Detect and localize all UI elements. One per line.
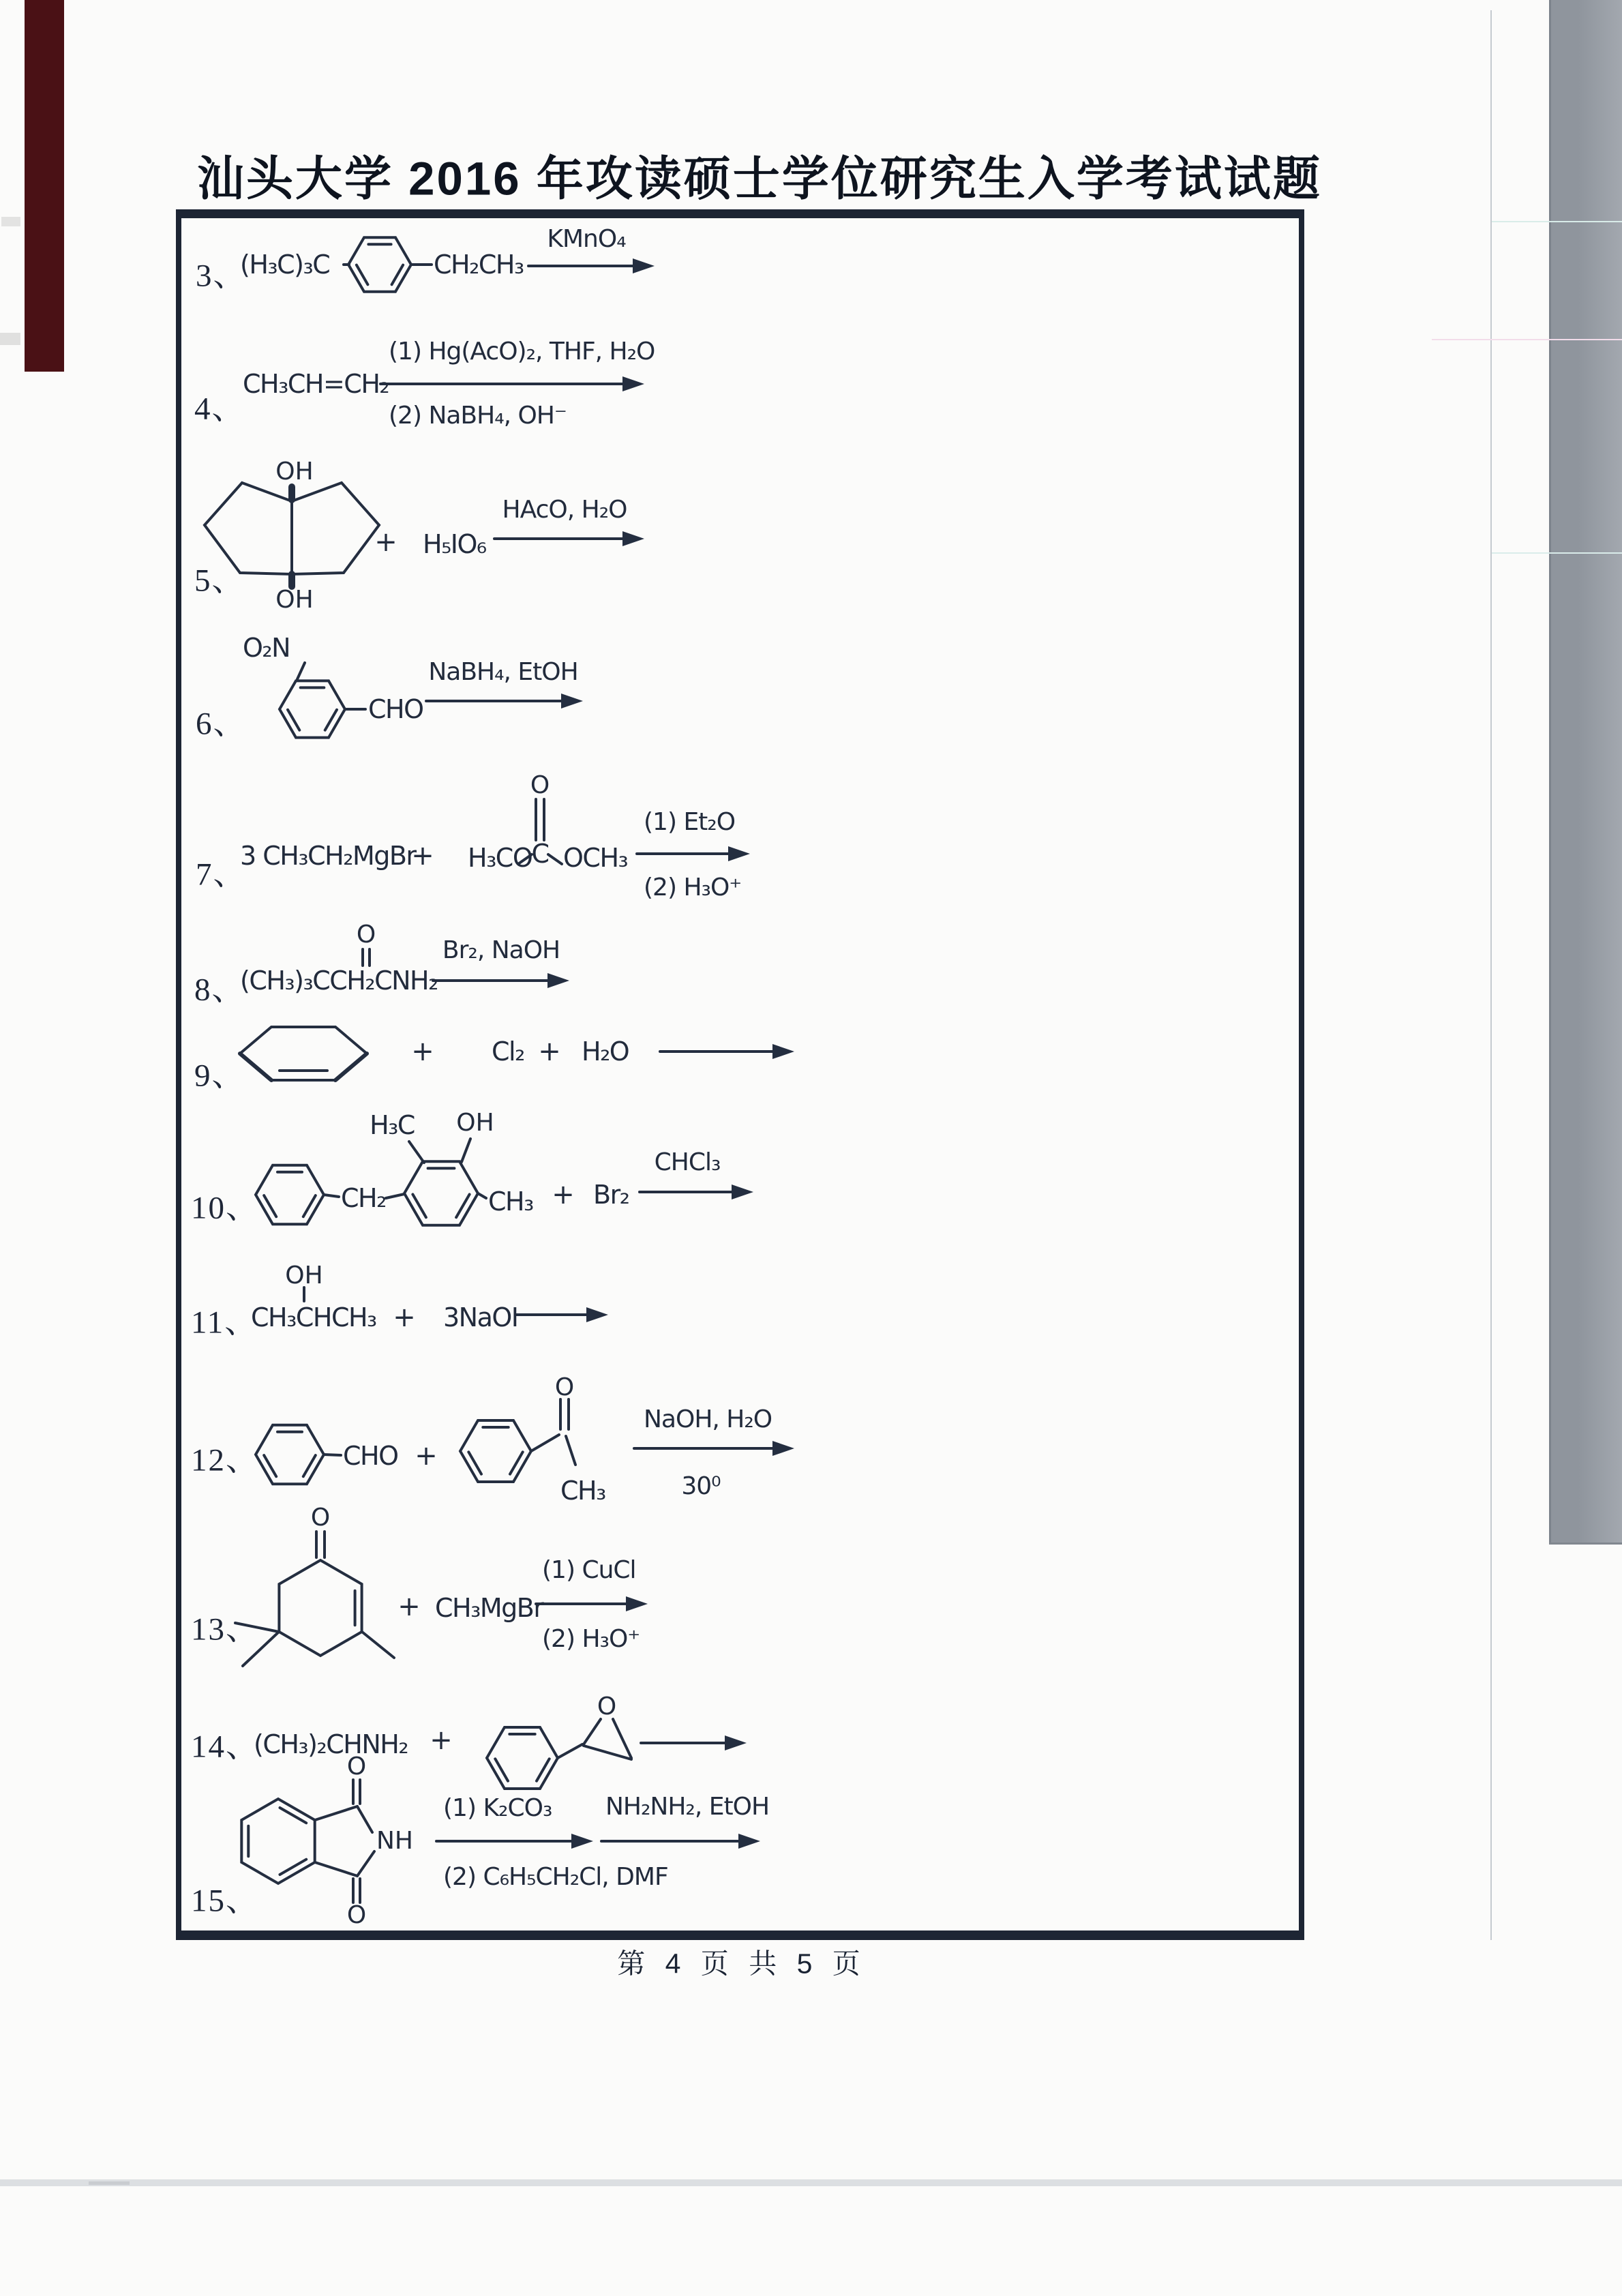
q15-carbonyl-oxygen-top: O: [346, 1753, 367, 1780]
q11-reagent: 3NaOI: [443, 1302, 518, 1332]
q15-imide-nh: NH: [376, 1827, 413, 1855]
benzene-ring: [487, 1727, 558, 1789]
epoxide-ring: [584, 1746, 631, 1759]
question-number: 3、: [196, 258, 247, 294]
q5-reagent: H₅IO₆: [423, 529, 486, 559]
q10-bromine-formula: Br₂: [593, 1180, 629, 1210]
benzene-ring: [241, 1799, 314, 1883]
q15-arrow2-label: NH₂NH₂, EtOH: [605, 1793, 770, 1821]
benzene-ring: [256, 1165, 324, 1225]
q7-carbonyl-oxygen: O: [530, 771, 550, 799]
q4-condition-1: (1) Hg(AcO)₂, THF, H₂O: [389, 338, 655, 366]
question-number: 15、: [191, 1883, 259, 1919]
q15-condition-2: (2) C₆H₅CH₂Cl, DMF: [443, 1863, 668, 1891]
q14-structure: [487, 1719, 747, 1789]
plus-sign: +: [430, 1725, 453, 1756]
q7-condition-2: (2) H₃O⁺: [644, 874, 742, 901]
question-number: 7、: [196, 856, 247, 893]
q12-methyl-group: CH₃: [560, 1476, 605, 1506]
q13-condition-2: (2) H₃O⁺: [542, 1625, 640, 1653]
plus-sign: +: [411, 1036, 434, 1067]
plus-sign: +: [397, 1591, 421, 1622]
q13-ketone-oxygen: O: [310, 1504, 331, 1532]
question-number: 13、: [191, 1611, 259, 1648]
q6-aldehyde-group: CHO: [368, 694, 423, 724]
q7-carbonyl-carbon: C: [531, 839, 549, 869]
q8-reagent-label: Br₂, NaOH: [442, 936, 560, 964]
q14-amine-formula: (CH₃)₂CHNH₂: [254, 1729, 408, 1759]
q4-condition-2: (2) NaBH₄, OH⁻: [389, 402, 567, 430]
q8-carbonyl-oxygen: O: [356, 921, 376, 949]
q12-condition-bottom: 30⁰: [681, 1472, 721, 1500]
q13-condition-1: (1) CuCl: [542, 1556, 636, 1584]
page-title: 汕头大学 2016 年攻读硕士学位研究生入学考试试题: [197, 152, 1322, 205]
q12-carbonyl-oxygen: O: [554, 1373, 575, 1401]
q7-grignard-formula: 3 CH₃CH₂MgBr: [240, 841, 416, 871]
q7-ester-right: OCH₃: [563, 843, 628, 873]
q9-chlorine-formula: Cl₂: [492, 1037, 524, 1067]
methyl-bond: [362, 1632, 394, 1658]
plus-sign: +: [411, 840, 434, 871]
question-number: 12、: [191, 1442, 259, 1478]
q15-condition-1: (1) K₂CO₃: [443, 1794, 552, 1822]
q14-epoxide-oxygen: O: [597, 1693, 617, 1720]
q5-reagent-label: HAcO, H₂O: [502, 496, 627, 524]
ring-double-bond: [280, 1860, 307, 1875]
question-number: 4、: [194, 391, 245, 427]
q13-grignard-formula: CH₃MgBr: [435, 1593, 543, 1623]
benzene-ring: [404, 1161, 478, 1225]
benzene-ring: [280, 681, 345, 737]
benzene-ring: [460, 1420, 531, 1482]
q10-methyl-left: H₃C: [370, 1110, 415, 1140]
question-number: 10、: [191, 1190, 259, 1226]
q3-reagent-label: KMnO₄: [547, 225, 626, 253]
q3-right-substituent: CH₂CH₃: [434, 250, 524, 280]
benzene-ring: [256, 1425, 324, 1485]
q10-methyl-right: CH₃: [488, 1187, 533, 1217]
q5-hydroxyl-top: OH: [275, 458, 314, 486]
plus-sign: +: [538, 1036, 561, 1067]
question-number: 5、: [194, 563, 245, 599]
q4-structure: [380, 376, 644, 391]
q15-carbonyl-oxygen-bottom: O: [346, 1901, 367, 1929]
question-number: 6、: [196, 706, 247, 742]
q3-left-substituent: (H₃C)₃C: [240, 250, 330, 280]
plus-sign: +: [374, 526, 397, 558]
cyclohexenone-ring: [279, 1560, 361, 1656]
q11-alcohol-formula: CH₃CHCH₃: [251, 1302, 376, 1332]
q10-solvent-label: CHCl₃: [654, 1148, 721, 1176]
question-number: 14、: [191, 1729, 259, 1765]
q6-nitro-group: O₂N: [243, 633, 290, 663]
question-number: 11、: [191, 1304, 258, 1341]
q11-hydroxyl: OH: [285, 1262, 323, 1289]
q10-methylene-bridge: CH₂: [341, 1183, 386, 1213]
cyclopentane-ring: [292, 483, 379, 574]
q7-condition-1: (1) Et₂O: [644, 808, 736, 836]
question-number: 9、: [194, 1058, 245, 1094]
q10-hydroxyl: OH: [456, 1109, 494, 1137]
q4-alkene-formula: CH₃CH=CH₂: [243, 369, 389, 399]
q7-ester-left: H₃CO: [468, 843, 532, 873]
q6-reagent-label: NaBH₄, EtOH: [428, 658, 578, 686]
arrowhead: [633, 258, 655, 273]
q12-condition-top: NaOH, H₂O: [644, 1405, 772, 1433]
page-footer: 第 4 页 共 5 页: [617, 1948, 867, 1980]
q5-hydroxyl-bottom: OH: [275, 586, 314, 614]
plus-sign: +: [415, 1440, 438, 1472]
cyclopentane-ring: [205, 483, 292, 574]
plus-sign: +: [552, 1179, 575, 1210]
q9-water-formula: H₂O: [582, 1037, 629, 1067]
question-number: 8、: [194, 972, 245, 1008]
ring-double-bond: [280, 1808, 307, 1823]
plus-sign: +: [393, 1302, 416, 1333]
q8-amide-formula: (CH₃)₃CCH₂CNH₂: [240, 966, 438, 996]
q12-aldehyde-group: CHO: [343, 1441, 398, 1471]
